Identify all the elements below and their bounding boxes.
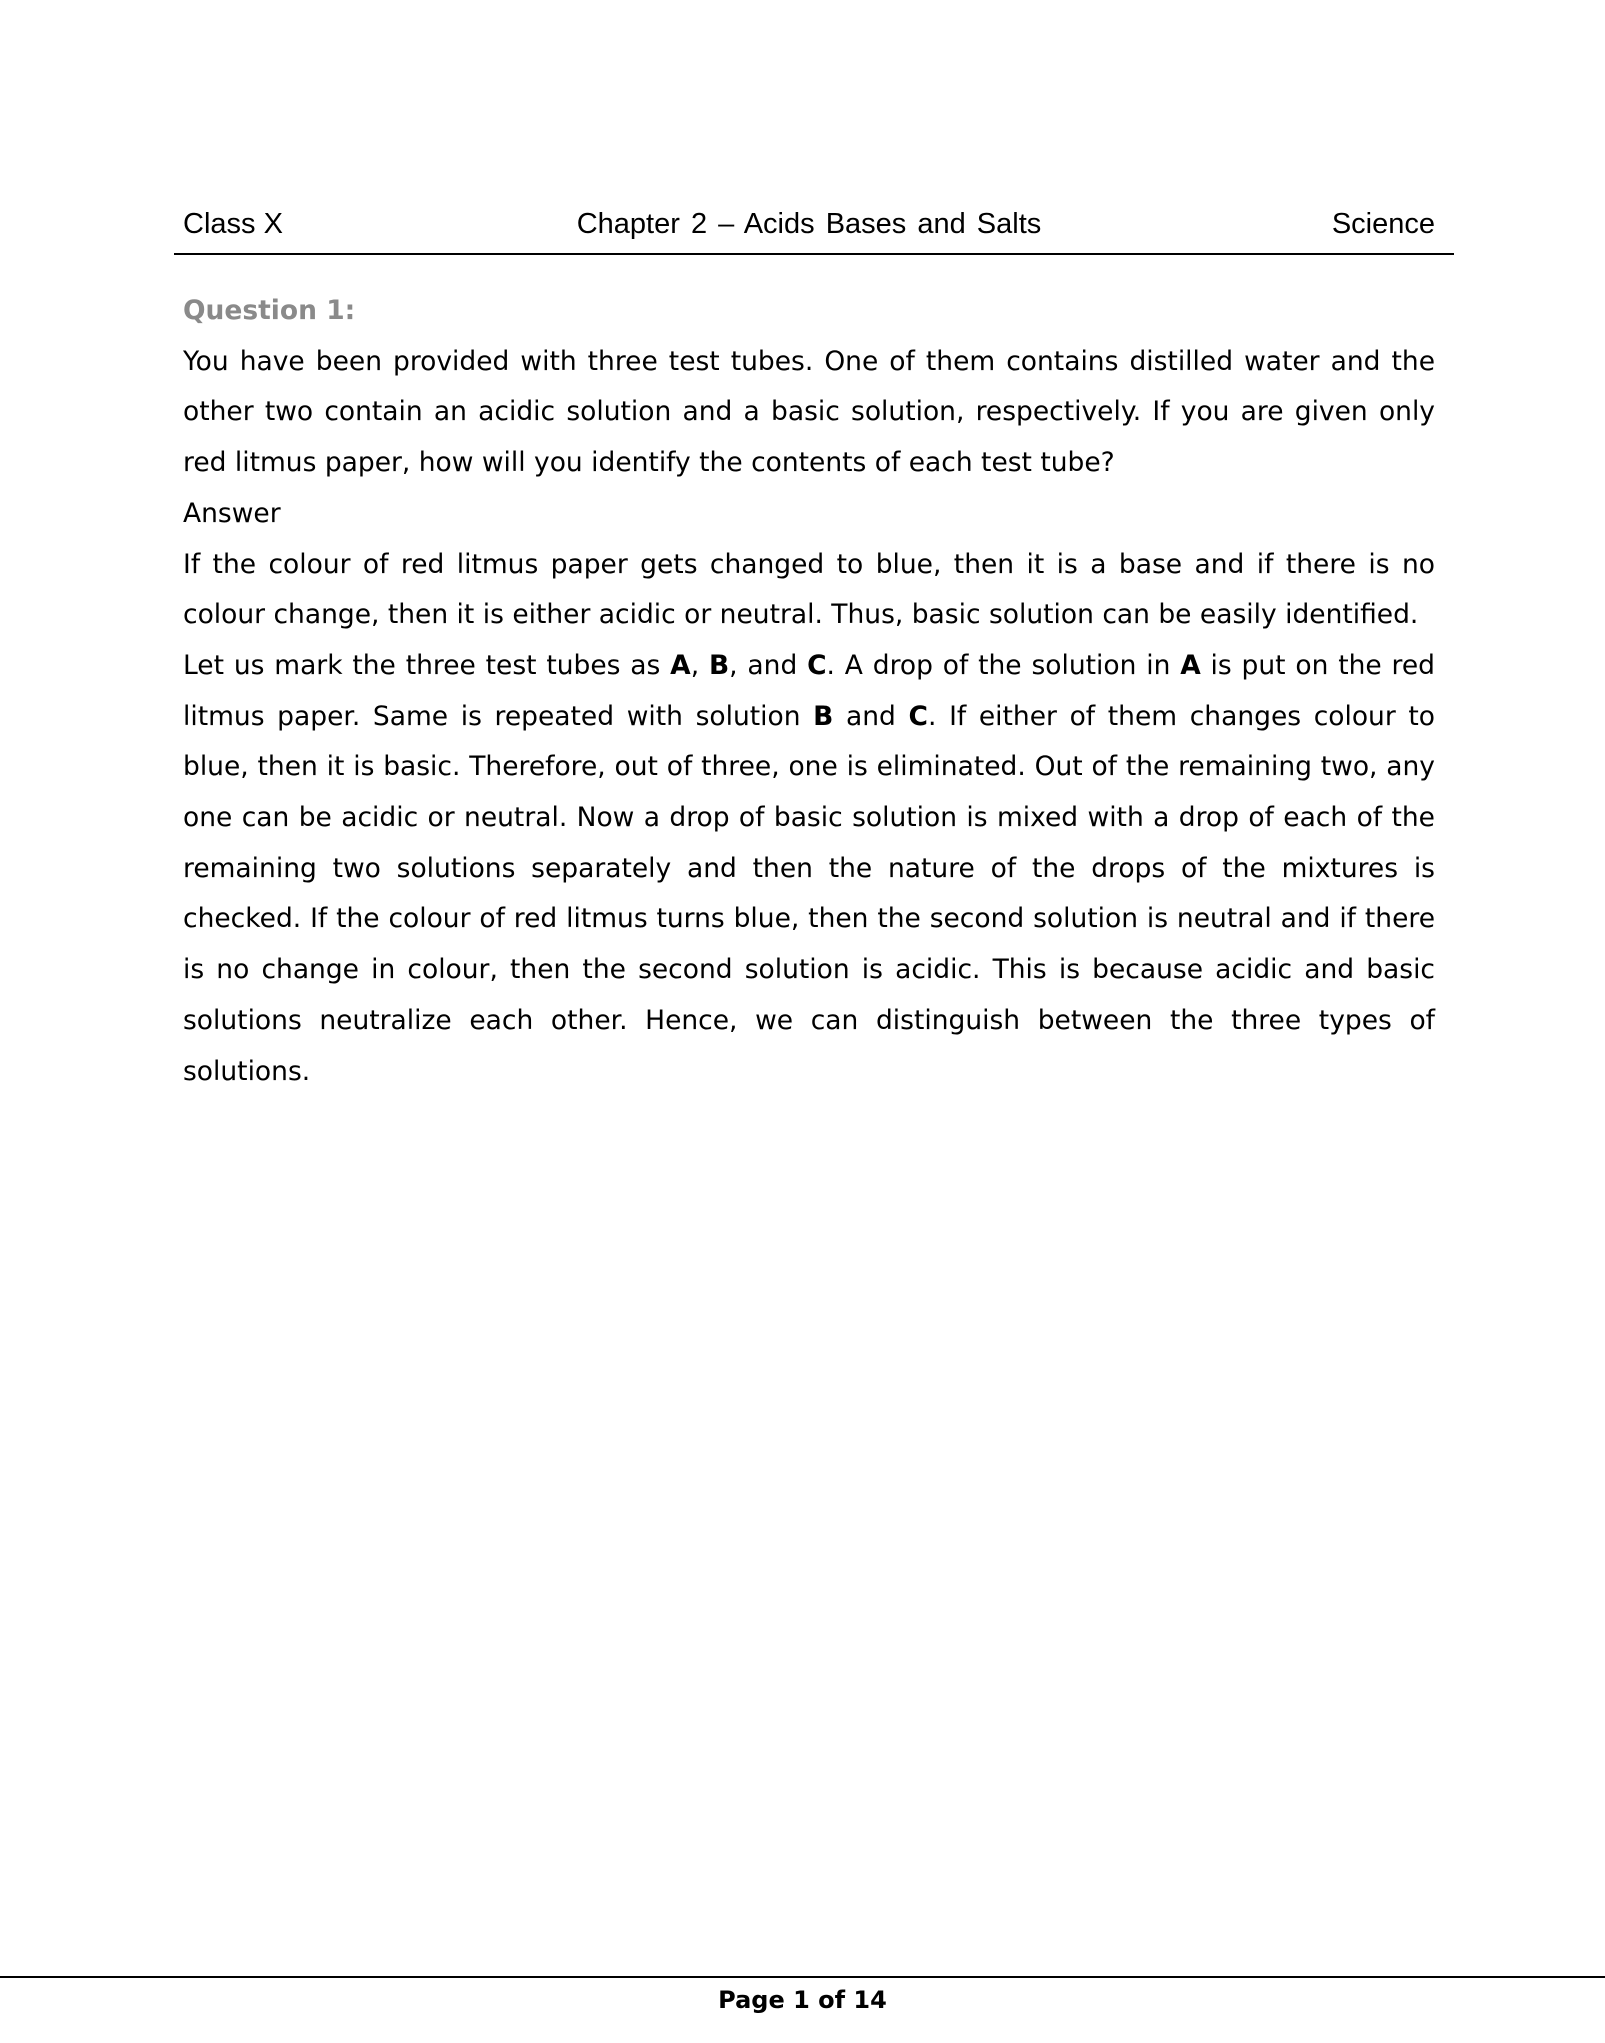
answer-paragraph-1: If the colour of red litmus paper gets changed to blue, then it is a base and if there is no colour change, then it is either acidic or neutral. Thus, basic solution can be easily identified. bbox=[183, 548, 1435, 631]
tube-label-b: B bbox=[708, 649, 730, 681]
answer-label: Answer bbox=[183, 497, 281, 529]
tube-label-b: B bbox=[813, 700, 834, 732]
header-class: Class X bbox=[183, 208, 283, 240]
answer-text-segment: , bbox=[690, 649, 709, 681]
answer-text-segment: and bbox=[833, 700, 909, 732]
question-text: You have been provided with three test tubes. One of them contains distilled water and the other two contain an acidic solution and a basic solution, respectively. If you are given only red litmus paper, how will you identify the contents of each test tube? bbox=[183, 345, 1435, 479]
answer-text-segment: is put on the red litmus paper. Same is repeated with solution bbox=[183, 649, 1435, 732]
header-subject: Science bbox=[1331, 208, 1435, 240]
page-header bbox=[183, 208, 1435, 252]
tube-label-c: C bbox=[807, 649, 827, 681]
question-label: Question 1: bbox=[183, 295, 356, 326]
tube-label-a: A bbox=[1180, 649, 1201, 681]
document-body bbox=[183, 286, 1435, 1097]
tube-label-c: C bbox=[908, 700, 928, 732]
answer-text-segment: . If either of them changes colour to blue, then it is basic. Therefore, out of three, one is eliminated. Out of the remaining two, any one can be acidic or neutral. Now a drop of basic solution is mixed with a drop of each of the remaining two solutions separately and then the nature of the drops of the mixtures is checked. If the colour of red litmus turns blue, then the second solution is neutral and if there is no change in colour, then the second solution is acidic. This is because acidic and basic solutions neutralize each other. Hence, we can distinguish between the three types of solutions. bbox=[183, 700, 1436, 1087]
footer-divider bbox=[0, 1976, 1605, 1978]
header-chapter-title: Chapter 2 – Acids Bases and Salts bbox=[576, 208, 1042, 240]
page-number: Page 1 of 14 bbox=[718, 1986, 887, 2014]
answer-text-segment: . A drop of the solution in bbox=[826, 649, 1181, 681]
answer-text-segment: Let us mark the three test tubes as bbox=[183, 649, 671, 681]
tube-label-a: A bbox=[670, 649, 691, 681]
header-divider bbox=[174, 253, 1454, 255]
answer-paragraph-2 bbox=[183, 641, 1435, 1097]
answer-text-segment: , and bbox=[729, 649, 808, 681]
